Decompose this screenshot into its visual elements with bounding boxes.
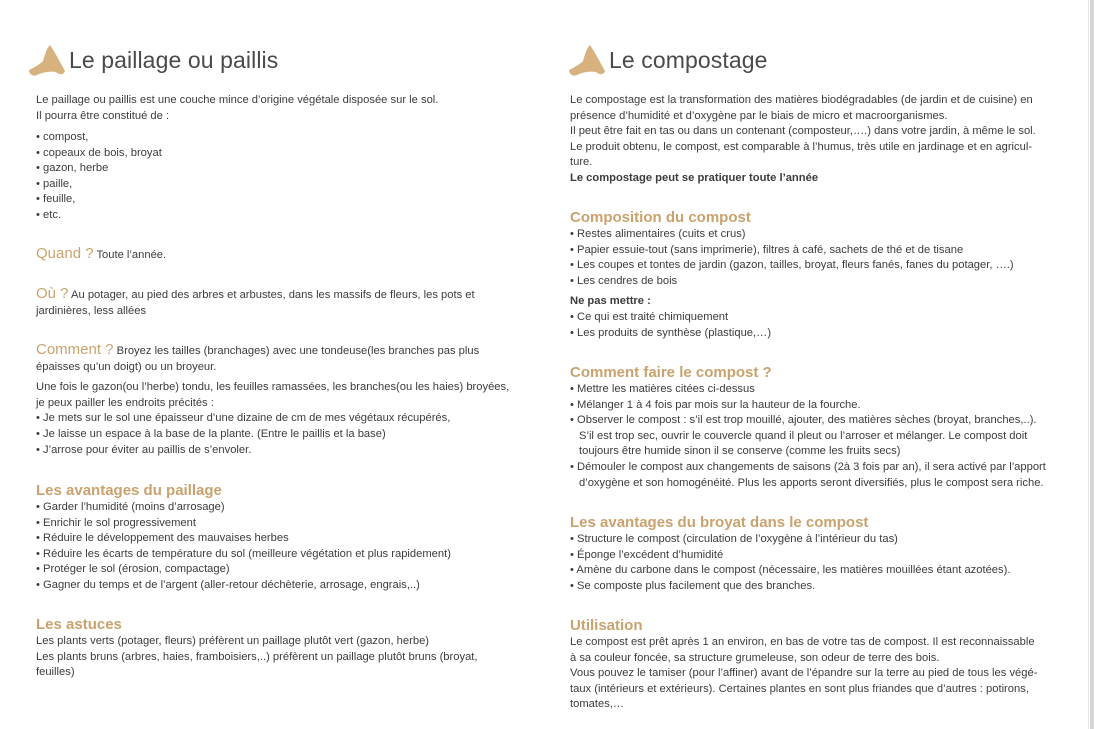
list-item-continuation: d’oxygène et son homogénéité. Plus les apports seront diversifiés, plus le compost sera riche. xyxy=(579,476,1044,489)
list-item: • Amène du carbone dans le compost (nécessaire, les matières mouillées étant azotées). xyxy=(570,564,1011,577)
intro-line: Il peut être fait en tas ou dans un contenant (composteur,….) dans votre jardin, à même le sol. xyxy=(570,125,1036,138)
leaf-icon xyxy=(568,43,606,77)
intro-line: Il pourra être constitué de : xyxy=(36,109,170,122)
list-item: • compost, xyxy=(36,131,89,143)
utilisation-line: taux (intérieurs et extérieurs). Certaines plantes en sont plus friandes que d’autres : potirons, xyxy=(570,682,1029,695)
utilisation-line: tomates,… xyxy=(570,698,625,711)
paillage-title-row xyxy=(28,40,278,80)
utilisation-line: Le compost est prêt après 1 an environ, en bas de votre tas de compost. Il est reconnaissable xyxy=(570,636,1035,648)
comment-section xyxy=(36,342,536,458)
utilisation-section xyxy=(570,617,1065,713)
ou-text: Au potager, au pied des arbres et arbustes, dans les massifs de fleurs, les pots et xyxy=(68,289,475,301)
composition-heading: Composition du compost xyxy=(570,209,751,226)
list-item: • Papier essuie-tout (sans imprimerie), filtres à café, sachets de thé et de tisane xyxy=(570,243,964,256)
utilisation-line: à sa couleur foncée, sa structure grumeleuse, son odeur de terre des bois. xyxy=(570,651,940,664)
ou-heading: Où ? xyxy=(36,285,69,302)
quand-text: Toute l’année. xyxy=(93,249,167,261)
comment-para: je peux pailler les endroits précités : xyxy=(36,396,214,409)
intro-line: Le paillage ou paillis est une couche mince d’origine végétale disposée sur le sol. xyxy=(36,94,439,106)
list-item: • Mélanger 1 à 4 fois par mois sur la hauteur de la fourche. xyxy=(570,398,861,411)
comment-heading: Comment ? xyxy=(36,341,114,358)
comment-faire-section xyxy=(570,364,1065,491)
list-item: • Garder l’humidité (moins d’arrosage) xyxy=(36,501,225,513)
astuces-line: feuilles) xyxy=(36,666,75,679)
intro-line: ture. xyxy=(570,156,593,169)
materials-list xyxy=(36,130,536,224)
list-item: • Réduire les écarts de température du sol (meilleure végétation et plus rapidement) xyxy=(36,547,451,560)
scrollbar-track[interactable] xyxy=(1090,0,1094,729)
quand-heading: Quand ? xyxy=(36,245,94,262)
avantages-heading: Les avantages du paillage xyxy=(36,482,222,499)
list-item: • feuille, xyxy=(36,193,76,206)
ne-pas-mettre-label: Ne pas mettre : xyxy=(570,295,651,308)
broyat-heading: Les avantages du broyat dans le compost xyxy=(570,514,869,531)
list-item: • Enrichir le sol progressivement xyxy=(36,516,196,529)
list-item: • Protéger le sol (érosion, compactage) xyxy=(36,563,230,576)
list-item: • Ce qui est traité chimiquement xyxy=(570,310,729,323)
list-item: • Éponge l’excédent d’humidité xyxy=(570,548,724,561)
page-edge xyxy=(1088,0,1089,729)
list-item: • J’arrose pour éviter au paillis de s’envoler. xyxy=(36,443,252,456)
leaf-icon xyxy=(28,43,66,77)
astuces-line: Les plants bruns (arbres, haies, framboisiers,..) préfèrent un paillage plutôt bruns (broyat, xyxy=(36,650,478,663)
intro-line: Le compostage est la transformation des matières biodégradables (de jardin et de cuisine) en xyxy=(570,94,1033,106)
comment-text-2: épaisses qu’un doigt) ou un broyeur. xyxy=(36,360,217,373)
intro-bold: Le compostage peut se pratiquer toute l’année xyxy=(570,171,819,184)
list-item: • Structure le compost (circulation de l’oxygène à l’intérieur du tas) xyxy=(570,533,898,545)
list-item: • Réduire le développement des mauvaises herbes xyxy=(36,532,289,545)
comment-text: Broyez les tailles (branchages) avec une tondeuse(les branches pas plus xyxy=(113,345,480,357)
list-item: • Les coupes et tontes de jardin (gazon, tailles, broyat, fleurs fanés, fanes du potager, ….) xyxy=(570,259,1014,272)
list-item: • etc. xyxy=(36,208,62,221)
utilisation-heading: Utilisation xyxy=(570,617,643,634)
page-title: Le paillage ou paillis xyxy=(69,46,279,73)
list-item: • Se composte plus facilement que des branches. xyxy=(570,579,816,592)
utilisation-line: Vous pouvez le tamiser (pour l’affiner) avant de l’épandre sur la terre au pied de tous les végé- xyxy=(570,667,1038,680)
comment-para: Une fois le gazon(ou l’herbe) tondu, les feuilles ramassées, les branches(ou les haies) broyées, xyxy=(36,381,510,394)
list-item: • copeaux de bois, broyat xyxy=(36,146,162,159)
list-item: • Gagner du temps et de l’argent (aller-retour déchèterie, arrosage, engrais,..) xyxy=(36,578,420,591)
broyat-section xyxy=(570,514,1065,594)
list-item: • Je mets sur le sol une épaisseur d’une dizaine de cm de mes végétaux récupérés, xyxy=(36,412,451,425)
list-item: • paille, xyxy=(36,177,73,190)
astuces-line: Les plants verts (potager, fleurs) préfèrent un paillage plutôt vert (gazon, herbe) xyxy=(36,635,430,647)
list-item: • Mettre les matières citées ci-dessus xyxy=(570,383,755,395)
ou-text-2: jardinières, less allées xyxy=(36,304,147,317)
intro-line: Le produit obtenu, le compost, est comparable à l’humus, très utile en jardinage et en agricul- xyxy=(570,140,1033,153)
compostage-intro xyxy=(570,93,1065,187)
astuces-section xyxy=(36,616,536,681)
avantages-section xyxy=(36,482,536,594)
list-item: • Je laisse un espace à la base de la plante. (Entre le paillis et la base) xyxy=(36,427,386,440)
compostage-title-row xyxy=(568,40,768,80)
list-item-continuation: S’il est trop sec, ouvrir le couvercle quand il pleut ou l’arroser et mélanger. Le compost doit xyxy=(579,429,1028,442)
page-title: Le compostage xyxy=(609,46,768,73)
list-item: • Démouler le compost aux changements de saisons (2à 3 fois par an), il sera activé par l’apport xyxy=(570,460,1046,473)
list-item: • Restes alimentaires (cuits et crus) xyxy=(570,228,746,240)
composition-section xyxy=(570,209,1065,341)
comment-faire-heading: Comment faire le compost ? xyxy=(570,364,772,381)
list-item: • Les cendres de bois xyxy=(570,274,678,287)
intro-line: présence d’humidité et d’oxygène par le biais de micro et macroorganismes. xyxy=(570,109,948,122)
astuces-heading: Les astuces xyxy=(36,616,122,633)
paillage-intro xyxy=(36,93,536,124)
list-item: • Observer le compost : s’il est trop mouillé, ajouter, des matières sèches (broyat, branches,..). xyxy=(570,414,1037,427)
ou-section xyxy=(36,286,536,319)
quand-section xyxy=(36,246,536,264)
list-item: • Les produits de synthèse (plastique,…) xyxy=(570,326,772,339)
list-item-continuation: toujours être humide sinon il se conserve (comme les fruits secs) xyxy=(579,445,901,458)
list-item: • gazon, herbe xyxy=(36,162,109,175)
